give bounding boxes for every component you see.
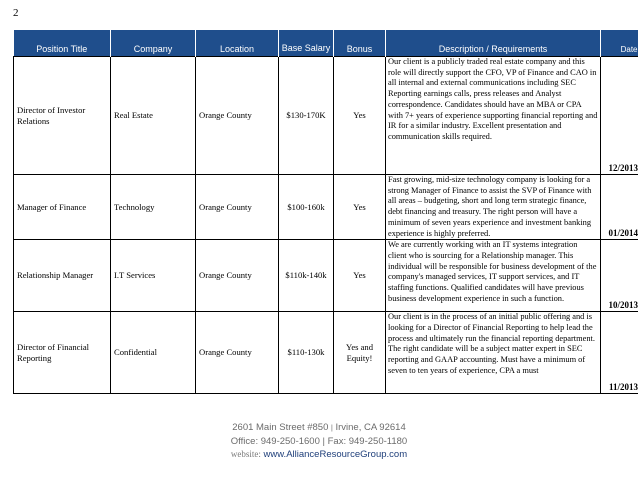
header-position-title: Position Title	[14, 30, 111, 57]
header-description: Description / Requirements	[386, 30, 601, 57]
cell-location: Orange County	[196, 240, 279, 312]
cell-location: Orange County	[196, 57, 279, 175]
header-date: Date	[601, 30, 638, 57]
job-listings-table	[13, 30, 638, 394]
cell-salary: $100-160k	[279, 175, 334, 240]
cell-position-title: Director of Investor Relations	[14, 57, 111, 175]
table-row	[14, 312, 638, 394]
cell-bonus: Yes	[334, 240, 386, 312]
cell-company: Real Estate	[111, 57, 196, 175]
header-company: Company	[111, 30, 196, 57]
page-number: 2	[13, 7, 19, 19]
table-row	[14, 57, 638, 175]
cell-location: Orange County	[196, 175, 279, 240]
cell-location: Orange County	[196, 312, 279, 394]
cell-position-title: Relationship Manager	[14, 240, 111, 312]
cell-bonus: Yes and Equity!	[334, 312, 386, 394]
footer-phones: Office: 949-250-1600 | Fax: 949-250-1180	[230, 436, 408, 447]
cell-description: Our client is a publicly traded real estate company and this role will directly support the CFO, VP of Finance and CAO in all internal and external communications including SEC Reporting earnings calls, press releases and Analyst correspondence. Candidates should have an MBA or CPA with 7+ years of experience supporting financial reporting and IR for a similar industry. Excellent presentation and communication skills required.	[386, 57, 601, 175]
footer-street: 2601 Main Street #850	[232, 422, 329, 433]
footer-address	[0, 421, 638, 435]
cell-description: Our client is in the process of an initial public offering and is looking for a Director of Financial Reporting to help lead the process and ultimately run the financial reporting department. The right candidate will be a subject matter expert in SEC reporting and GAAP accounting. Must have a minimum of seven to ten years of experience, CPA a must	[386, 312, 601, 394]
cell-position-title: Director of Financial Reporting	[14, 312, 111, 394]
cell-bonus: Yes	[334, 57, 386, 175]
cell-salary: $110-130k	[279, 312, 334, 394]
cell-salary: $110k-140k	[279, 240, 334, 312]
footer-city: Irvine, CA 92614	[335, 422, 406, 433]
table-row	[14, 175, 638, 240]
cell-bonus: Yes	[334, 175, 386, 240]
cell-date: 10/2013	[601, 240, 638, 312]
cell-position-title: Manager of Finance	[14, 175, 111, 240]
header-base-salary: Base Salary	[279, 30, 334, 57]
page-footer	[0, 421, 638, 461]
header-location: Location	[196, 30, 279, 57]
table-row	[14, 240, 638, 312]
cell-company: Confidential	[111, 312, 196, 394]
footer-website-link[interactable]: www.AllianceResourceGroup.com	[263, 449, 408, 460]
header-bonus: Bonus	[334, 30, 386, 57]
cell-company: Technology	[111, 175, 196, 240]
cell-description: Fast growing, mid-size technology company is looking for a strong Manager of Finance to assist the SVP of Finance with all areas – budgeting, short and long term strategic finance, debt financing and treasury. The right person will have a minimum of seven years experience and investment banking experience is highly preferred.	[386, 175, 601, 240]
cell-date: 11/2013	[601, 312, 638, 394]
cell-salary: $130-170K	[279, 57, 334, 175]
cell-company: I.T Services	[111, 240, 196, 312]
footer-address-separator: |	[331, 425, 333, 432]
cell-date: 01/2014	[601, 175, 638, 240]
cell-date: 12/2013	[601, 57, 638, 175]
footer-website-label: website:	[230, 449, 261, 459]
cell-description: We are currently working with an IT systems integration client who is sourcing for a Relationship manager. This individual will be responsible for business development of the company's managed services, IT support services, and IT staffing functions. Qualified candidates will have previous business development experience in such a function.	[386, 240, 601, 312]
table-header-row	[14, 30, 638, 57]
footer-website	[0, 448, 638, 461]
